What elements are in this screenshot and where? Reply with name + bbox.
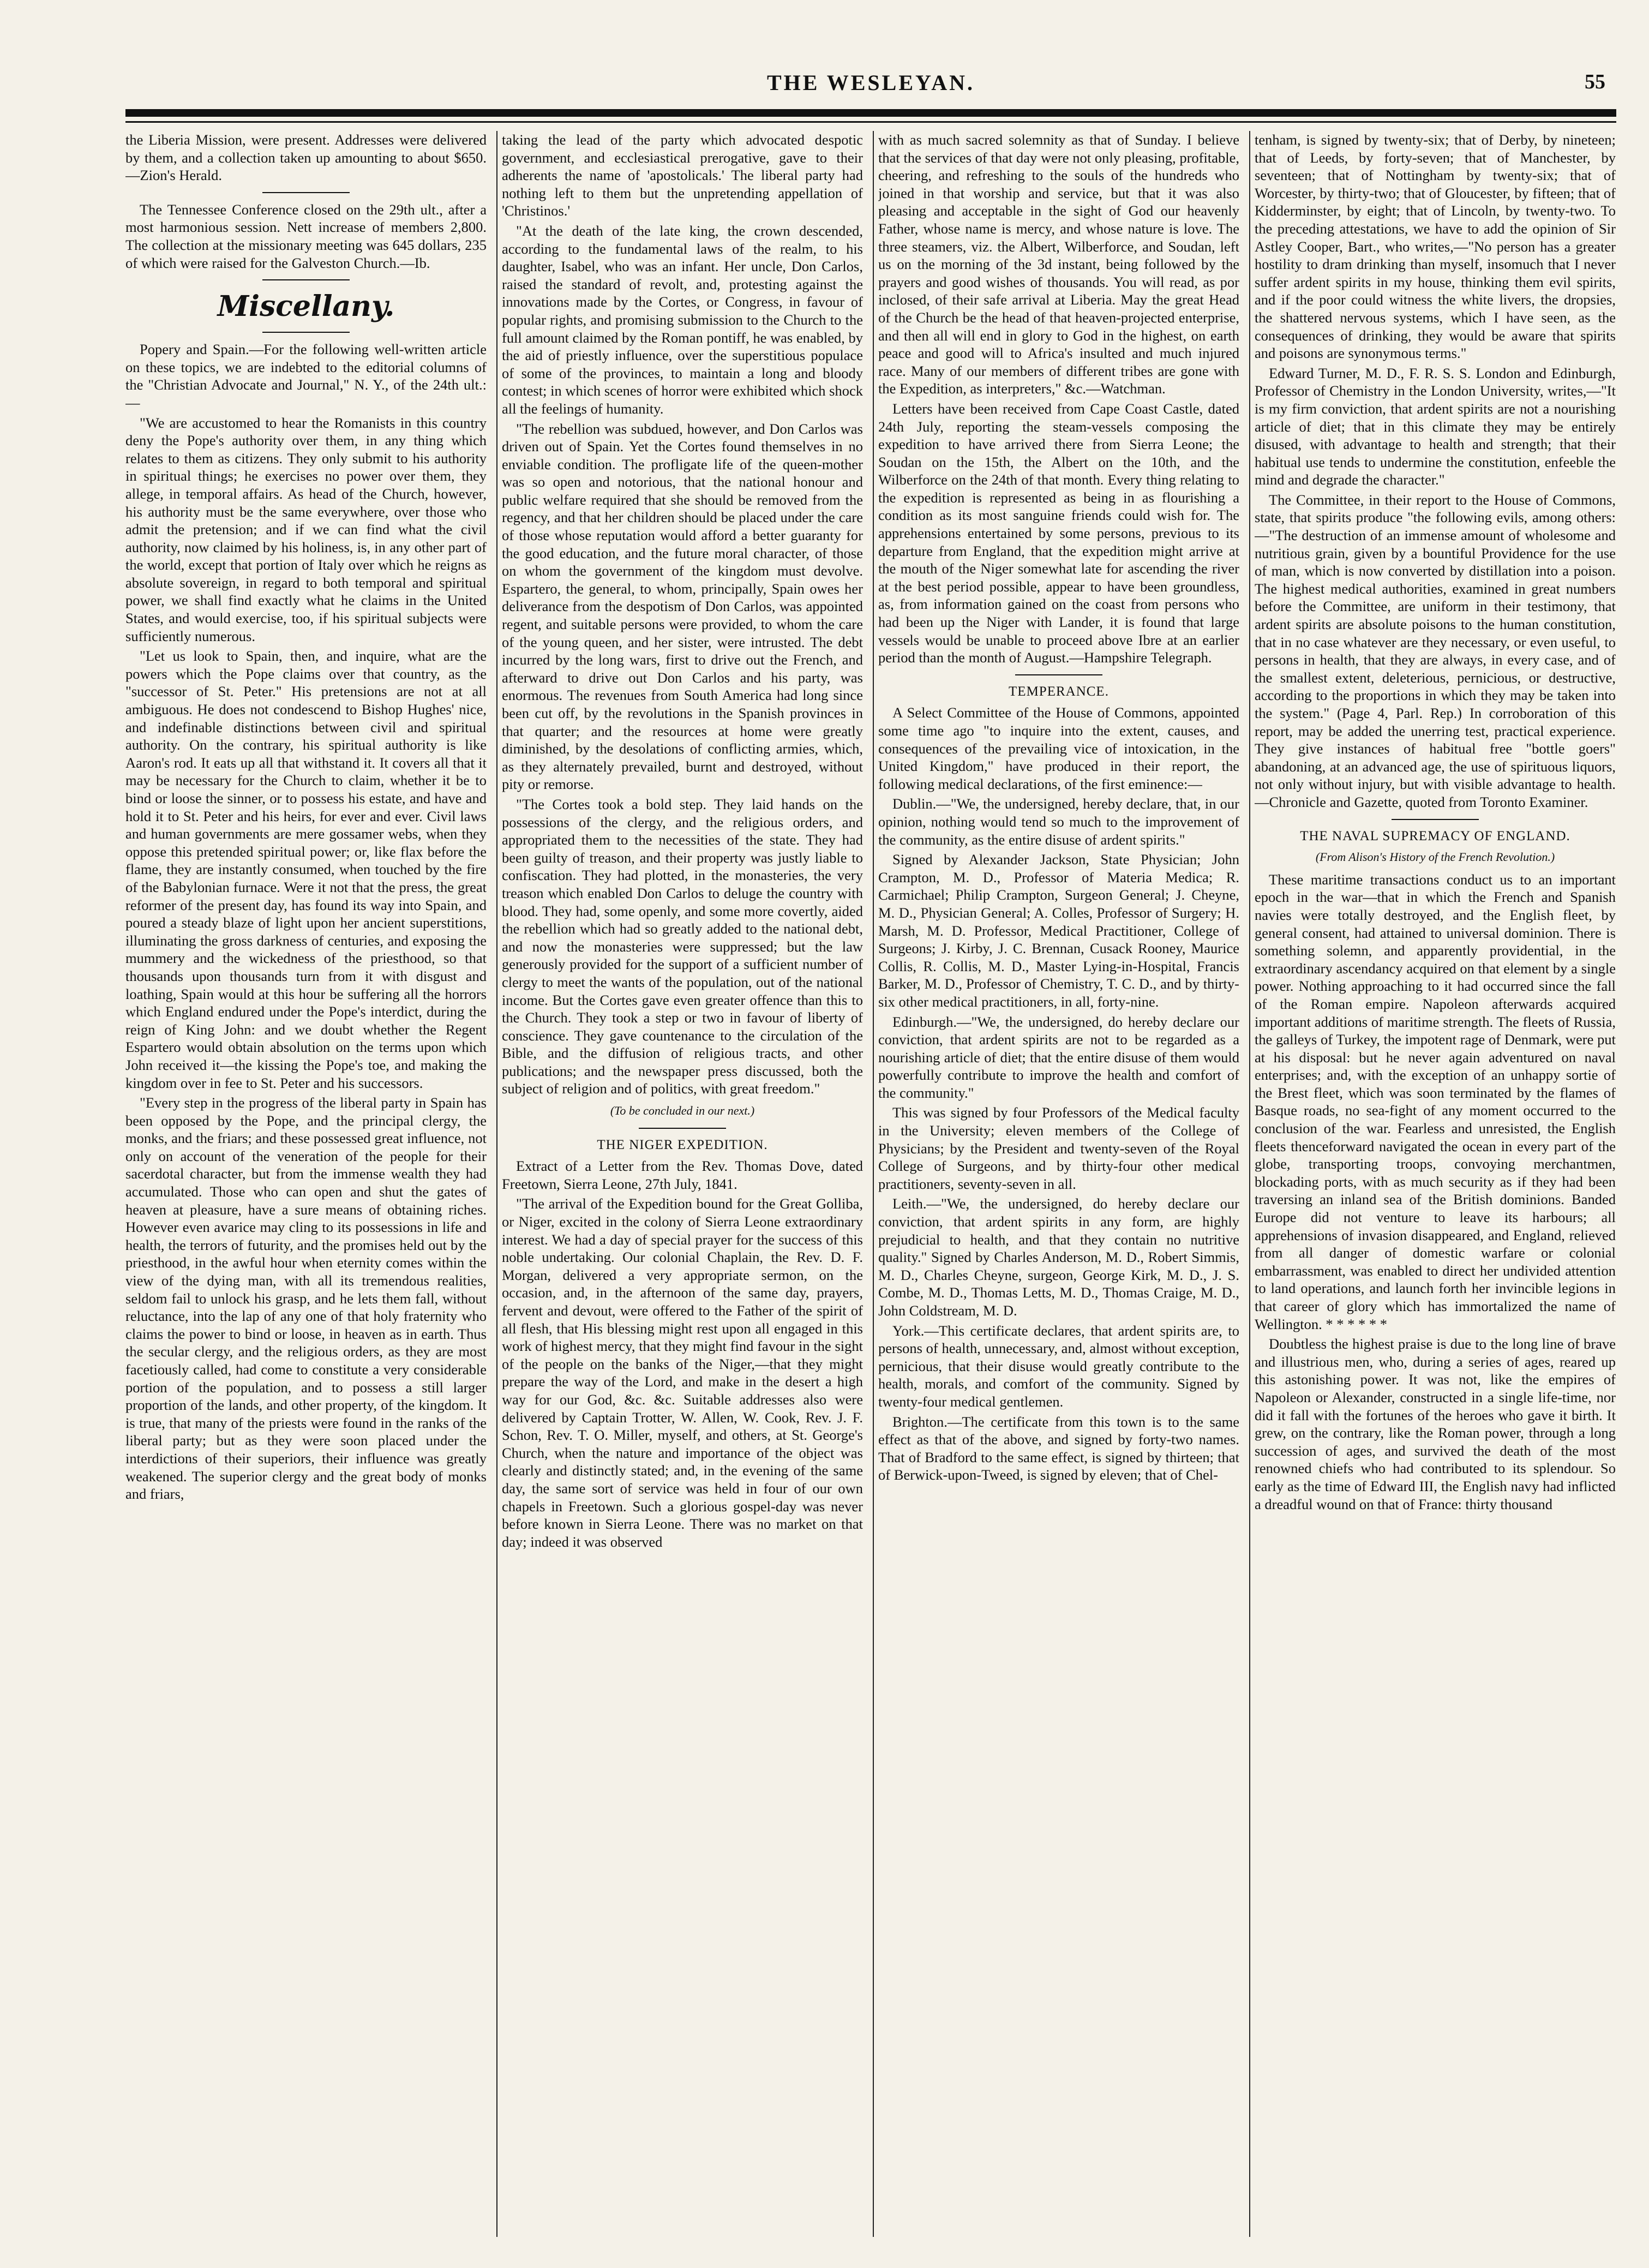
article-paragraph: The Committee, in their report to the House of Commons, state, that spirits produce "the following evils, among others:—"The destruction of an immense amount of wholesome and nutritious grain, given by a bountiful Providence for the use of man, which is now converted by distillation into a poison. The highest medical authorities, examined in great numbers before the Committee, are uniform in their testimony, that ardent spirits are absolute poisons to the human constitution, that in no case whatever are they necessary, or even useful, to persons in health, that they are always, in every case, and of the smallest extent, deleterious, pernicious, or destructive, according to the proportions in which they may be taken into the system." (Page 4, Parl. Rep.) In corroboration of this report, may be added the unerring test, practical experience. They give instances of habitual free "bottle goers" abandoning, at an advanced age, the use of spirituous liquors, not only without injury, but with visible advantage to health.—Chronicle and Gazette, quoted from Toronto Examiner.: [1255, 491, 1616, 810]
columns-container: [125, 131, 1615, 2237]
article-paragraph: These maritime transactions conduct us to an important epoch in the war—that in which the French and Spanish navies were totally destroyed, and the English fleet, by general consent, had attained to universal dominion. There is something solemn, and apparently providential, in the extraordinary ascendancy acquired on that element by a single power. Nothing approaching to it had occurred since the fall of the Roman empire. Napoleon afterwards acquired important additions of maritime strength. The fleets of Russia, the galleys of Turkey, the impotent rage of Denmark, were put at his disposal: but he never again adventured on naval enterprises; and, with the exception of an unhappy sortie of the Brest fleet, which was soon terminated by the flames of Basque roads, no sea-fight of any moment occurred to the conclusion of the war. Fearless and unresisted, the English fleets thenceforward navigated the ocean in every part of the globe, transporting troops, convoying merchantmen, blockading ports, with as much security as if they had been traversing an inland sea of the British dominions. Banded Europe did not venture to leave its harbours; all apprehensions of invasion disappeared, and England, relieved from all danger of domestic warfare or colonial embarrassment, was enabled to direct her undivided attention to land operations, and launch forth her invincible legions in that career of glory which has immortalized the name of Wellington. * * * * * *: [1255, 871, 1616, 1332]
divider: [1015, 674, 1102, 675]
divider: [639, 1128, 726, 1129]
article-paragraph: This was signed by four Professors of the Medical faculty in the University; eleven members of the College of Physicians; by the President and twenty-seven of the Royal College of Surgeons, and by thirty-four other medical practitioners, seventy-seven in all.: [878, 1104, 1239, 1192]
niger-expedition-heading: THE NIGER EXPEDITION.: [597, 1137, 768, 1152]
letter-extract-intro: Extract of a Letter from the Rev. Thomas Dove, dated Freetown, Sierra Leone, 27th July, 1841.: [502, 1158, 863, 1192]
divider: [262, 192, 350, 193]
tennessee-conference-paragraph: The Tennessee Conference closed on the 29th ult., after a most harmonious session. Nett increase of members 2,800. The collection at the missionary meeting was 645 dollars, 235 of which were raised for the Galveston Church.—Ib.: [125, 201, 487, 271]
naval-source-note: (From Alison's History of the French Revolution.): [1315, 850, 1555, 864]
article-paragraph: A Select Committee of the House of Commons, appointed some time ago "to inquire into the extent, causes, and consequences of the prevailing vice of intoxication, in the United Kingdom," have produced in their report, the following medical declarations, of the first eminence:—: [878, 704, 1239, 792]
article-paragraph: with as much sacred solemnity as that of Sunday. I believe that the services of that day were not only pleasing, profitable, cheering, and refreshing to the souls of the hundreds who joined in that worship and service, but that it was also pleasing and acceptable in the sight of God our heavenly Father, whose name is mercy, and whose nature is love. The three steamers, viz. the Albert, Wilberforce, and Soudan, left us on the morning of the 3d instant, being followed by the prayers and good wishes of thousands. You will read, as por inclosed, of their safe arrival at Liberia. May the great Head of the Church be the head of that heaven-projected enterprise, and then all will end in glory to God in the highest, on earth peace and good will to Africa's insulted and much injured race. Many of our members of different tribes are gone with the Expedition, as interpreters," &c.—Watchman.: [878, 131, 1239, 397]
divider: [1392, 819, 1479, 820]
temperance-heading: TEMPERANCE.: [1009, 684, 1109, 699]
article-paragraph: "At the death of the late king, the crown descended, according to the fundamental laws of the realm, to his daughter, Isabel, who was an infant. Her uncle, Don Carlos, raised the standard of revolt, and, protesting against the innovations made by the Cortes, or Congress, in favour of popular rights, and promising submission to the Church to the full amount claimed by the Roman pontiff, he was enabled, by the aid of priestly influence, over the superstitious populace of some of the provinces, to maintain a long and bloody contest; in which scenes of horror were exhibited which shock all the feelings of humanity.: [502, 222, 863, 417]
article-paragraph: York.—This certificate declares, that ardent spirits are, to persons of health, unnecessary, and, almost without exception, pernicious, that their disuse would greatly contribute to the health, morals, and comfort of the community. Signed by twenty-four medical gentlemen.: [878, 1322, 1239, 1410]
article-paragraph: "The arrival of the Expedition bound for the Great Golliba, or Niger, excited in the colony of Sierra Leone extraordinary interest. We had a day of special prayer for the success of this noble undertaking. Our colonial Chaplain, the Rev. D. F. Morgan, delivered a very appropriate sermon, on the occasion, and, in the afternoon of the same day, prayers, fervent and devout, were offered to the Father of the spirit of all flesh, that His blessing might rest upon all engaged in this work of highest mercy, that they might find favour in the sight of the people on the banks of the Niger,—that they might prepare the way of the Lord, and make in the desert a high way for our God, &c. &c. Suitable addresses also were delivered by Captain Trotter, W. Allen, W. Cook, Rev. J. F. Schon, Rev. T. O. Miller, myself, and others, at St. George's Church, when the nature and importance of the object was clearly and distinctly stated; and, in the evening of the same day, the same sort of service was held in four of our own chapels in Freetown. Such a glorious gospel-day was never before known in Sierra Leone. There was no market on that day; indeed it was observed: [502, 1195, 863, 1550]
header-rule-thick: [125, 109, 1616, 117]
article-paragraph: Doubtless the highest praise is due to the long line of brave and illustrious men, who, during a series of ages, reared up this astonishing power. It was not, like the empires of Napoleon or Alexander, constructed in a single life-time, nor did it fall with the fortunes of the heroes who gave it birth. It grew, on the contrary, like the Roman power, through a long succession of ages, and survived the death of the most renowned chiefs who had contributed to its splendour. So early as the time of Edward III, the English navy had inflicted a dreadful wound on that of France: thirty thousand: [1255, 1336, 1616, 1512]
article-paragraph: taking the lead of the party which advocated despotic government, and ecclesiastical prerogative, gave to their adherents the name of 'apostolicals.' The liberal party had nothing left to them but the unpretending appellation of 'Christinos.': [502, 131, 863, 219]
divider: [262, 332, 350, 333]
to-be-concluded-note: (To be concluded in our next.): [610, 1104, 755, 1118]
column-3: [878, 131, 1239, 2237]
article-paragraph: tenham, is signed by twenty-six; that of Derby, by nineteen; that of Leeds, by forty-seven; that of Manchester, by seventeen; that of Nottingham by twenty-six; that of Worcester, by thirty-two; that of Gloucester, by fifteen; that of Kidderminster, by eight; that of Lincoln, by twenty-two. To the preceding attestations, we have to add the opinion of Sir Astley Cooper, Bart., who writes,—"No person has a greater hostility to dram drinking than myself, insomuch that I never suffer ardent spirits in my house, thinking them evil spirits, and if the poor could witness the white livers, the dropsies, the shattered nervous systems, which I have seen, as the consequences of drinking, they would be aware that spirits and poisons are synonymous terms.": [1255, 131, 1616, 362]
header-rule-thin: [125, 121, 1616, 123]
naval-supremacy-heading: THE NAVAL SUPREMACY OF ENGLAND.: [1300, 828, 1570, 843]
article-paragraph: Signed by Alexander Jackson, State Physician; John Crampton, M. D., Professor of Materia Medica; R. Carmichael; Philip Crampton, Surgeon General; J. Cheyne, M. D., Physician General; A. Colles, Professor of Surgery; H. Marsh, M. D. Professor, Medical Practitioner, College of Surgeons; J. Kirby, J. C. Brennan, Cusack Rooney, Maurice Collis, R. Collis, M. D., Master Lying-in-Hospital, Francis Barker, M. D., Professor of Chemistry, T. C. D., and by thirty-six other medical practitioners, in all, forty-nine.: [878, 851, 1239, 1010]
article-paragraph: Dublin.—"We, the undersigned, hereby declare, that, in our opinion, nothing would tend so much to the improvement of the community, as the entire disuse of ardent spirits.": [878, 795, 1239, 848]
article-paragraph: "The Cortes took a bold step. They laid hands on the possessions of the clergy, and the religious orders, and appropriated them to the necessities of the state. They had been guilty of treason, and their property was justly liable to confiscation. They had plotted, in the monasteries, the very treason which enabled Don Carlos to deluge the country with blood. They had, some openly, and some more covertly, aided the rebellion which had so greatly added to the national debt, and now the monasteries were suppressed; but the law generously provided for the support of a sufficient number of clergy to meet the wants of the population, out of the national income. But the Cortes gave even greater offence than this to the Church. They took a step or two in favour of liberty of conscience. They gave countenance to the circulation of the Bible, and the diffusion of religious tracts, and other publications; and the newspaper press discussed, both the subject of religion and of politics, with great freedom.": [502, 795, 863, 1097]
article-paragraph: "Every step in the progress of the liberal party in Spain has been opposed by the Pope, and the principal clergy, the monks, and the friars; and these possessed great influence, not only on account of the veneration of the people for their sacerdotal character, but from the immense wealth they had accumulated. Those who can open and shut the gates of heaven at pleasure, have a sure means of obtaining riches. However even avarice may cling to its possessions in life and health, the terrors of futurity, and the promises held out by the priesthood, in the awful hour when eternity comes within the view of the dying man, with all its tremendous realities, seldom fail to unlock his grasp, and he lets them fall, without reluctance, into the lap of any one of that holy fraternity who claims the power to bind or loose, in heaven as in earth. Thus the secular clergy, and the religious orders, as they are most facetiously called, had come to constitute a very considerable portion of the population, and to possess a still larger proportion of the lands, and other property, of the kingdom. It is true, that many of the priests were found in the ranks of the liberal party; but as they were soon placed under the interdictions of their superiors, their influence was greatly weakened. The superior clergy and the great body of monks and friars,: [125, 1094, 487, 1503]
article-paragraph: "Let us look to Spain, then, and inquire, what are the powers which the Pope claims over that country, as the "successor of St. Peter." His pretensions are not at all ambiguous. He does not condescend to Bishop Hughes' nice, and indefinable distinctions between civil and spiritual authority. On the contrary, his spiritual authority is like Aaron's rod. It eats up all that withstand it. It covers all that it may be necessary for the Church to claim, whether it be to bind or loose the sinner, or to possess his estate, and have and hold it to St. Peter and his heirs, for ever and ever. Civil laws and human governments are mere gossamer webs, when they oppose this pretended spiritual power; or, like flax before the flame, they are instantly consumed, when touched by the fire of the Babylonian furnace. Were it not that the press, the great reformer of the present day, has found its way into Spain, and poured a steady blaze of light upon her ancient superstitions, illuminating the gross darkness of centuries, and exposing the mummery and the wickedness of the priesthood, so that thousands upon thousands turn from it with disgust and loathing, Spain would at this hour be suffering all the horrors which England endured under the Pope's interdict, during the reign of King John: and we doubt whether the Regent Espartero would obtain absolution on the terms upon which John received it—the kissing the Pope's toe, and making the kingdom over in fee to St. Peter and his successors.: [125, 648, 487, 1091]
popery-spain-intro: Popery and Spain.—For the following well-written article on these topics, we are indebted to the editorial columns of the "Christian Advocate and Journal," N. Y., of the 24th ult.:—: [125, 341, 487, 411]
article-paragraph: Letters have been received from Cape Coast Castle, dated 24th July, reporting the steam-vessels composing the expedition to have arrived there from Sierra Leone; the Soudan on the 15th, the Albert on the 10th, and the Wilberforce on the 24th of that month. Every thing relating to the expedition is represented as being in as flourishing a condition as its most sanguine friends could wish for. The apprehensions entertained by some persons, previous to its departure from England, that the expedition might arrive at the mouth of the Niger somewhat late for ascending the river at the best period possible, appear to have been groundless, as, from information gained on the coast from persons who had been up the Niger with Lander, it is found that large vessels would be unable to proceed above Ibre at an earlier period than the month of August.—Hampshire Telegraph.: [878, 400, 1239, 666]
page-header: [125, 65, 1616, 104]
column-separator: [496, 131, 497, 2237]
article-paragraph: Brighton.—The certificate from this town is to the same effect as that of the above, and signed by forty-two names. That of Bradford to the same effect, is signed by thirteen; that of Berwick-upon-Tweed, is signed by eleven; that of Chel-: [878, 1413, 1239, 1483]
column-2: [502, 131, 863, 2237]
page-number: 55: [1585, 70, 1605, 93]
article-paragraph: "We are accustomed to hear the Romanists in this country deny the Pope's authority over them, in any thing which relates to them as citizens. They only submit to his authority in spiritual things; he exercises no power over them, they allege, in temporal affairs. As head of the Church, however, his authority must be the same everywhere, over those who admit the pretension; and if we can find what the civil authority, now claimed by his holiness, is, in any other part of the world, except that portion of Italy over which he reigns as absolute sovereign, in regard to both temporal and spiritual power, we shall find exactly what he claims in the United States, and would exercise, too, if his spiritual subjects were sufficiently numerous.: [125, 414, 487, 644]
article-paragraph: Edinburgh.—"We, the undersigned, do hereby declare our conviction, that ardent spirits are not to be regarded as a nourishing article of diet; that the entire disuse of them would powerfully contribute to improve the health and comfort of the community.": [878, 1013, 1239, 1101]
column-1: [125, 131, 487, 2237]
masthead-title: THE WESLEYAN.: [766, 70, 975, 95]
column-separator: [873, 131, 874, 2237]
column-4: [1255, 131, 1616, 2237]
article-paragraph: "The rebellion was subdued, however, and Don Carlos was driven out of Spain. Yet the Cortes found themselves in no enviable condition. The profligate life of the queen-mother was so open and notorious, that the national honour and public welfare required that she should be removed from the regency, and that her children should be placed under the care of those whose reputation would afford a better guaranty for the good education, and the future moral character, of those on whom the government of the kingdom must devolve. Espartero, the general, to whom, principally, Spain owes her deliverance from the despotism of Don Carlos, was appointed regent, and suitable persons were provided, to whom the care of the young queen, and her sister, were intrusted. The debt incurred by the long wars, first to drive out the French, and afterward to drive out Don Carlos and his party, was enormous. The revenues from South America had long since been cut off, by the revolutions in the Spanish provinces in that quarter; and the resources at home were greatly diminished, by the desolations of conflicting armies, which, as they alternately prevailed, burnt and destroyed, without pity or remorse.: [502, 420, 863, 793]
article-paragraph: Leith.—"We, the undersigned, do hereby declare our conviction, that ardent spirits in any form, are highly prejudicial to health, and that they contain no nutritive quality." Signed by Charles Anderson, M. D., Robert Simmis, M. D., Charles Cheyne, surgeon, George Kirk, M. D., J. S. Combe, M. D., Thomas Letts, M. D., Thomas Craige, M. D., John Coldstream, M. D.: [878, 1195, 1239, 1319]
miscellany-title: Miscellany.: [217, 290, 395, 324]
article-paragraph: Edward Turner, M. D., F. R. S. S. London and Edinburgh, Professor of Chemistry in the London University, writes,—"It is my firm conviction, that ardent spirits are not a nourishing article of diet; that in this climate they may be entirely disused, with advantage to health and strength; that their habitual use tends to undermine the constitution, enfeeble the mind and degrade the character.": [1255, 364, 1616, 488]
column-separator: [1249, 131, 1250, 2237]
liberia-mission-paragraph: the Liberia Mission, were present. Addresses were delivered by them, and a collection taken up amounting to about $650.—Zion's Herald.: [125, 131, 487, 184]
divider: [262, 279, 350, 280]
